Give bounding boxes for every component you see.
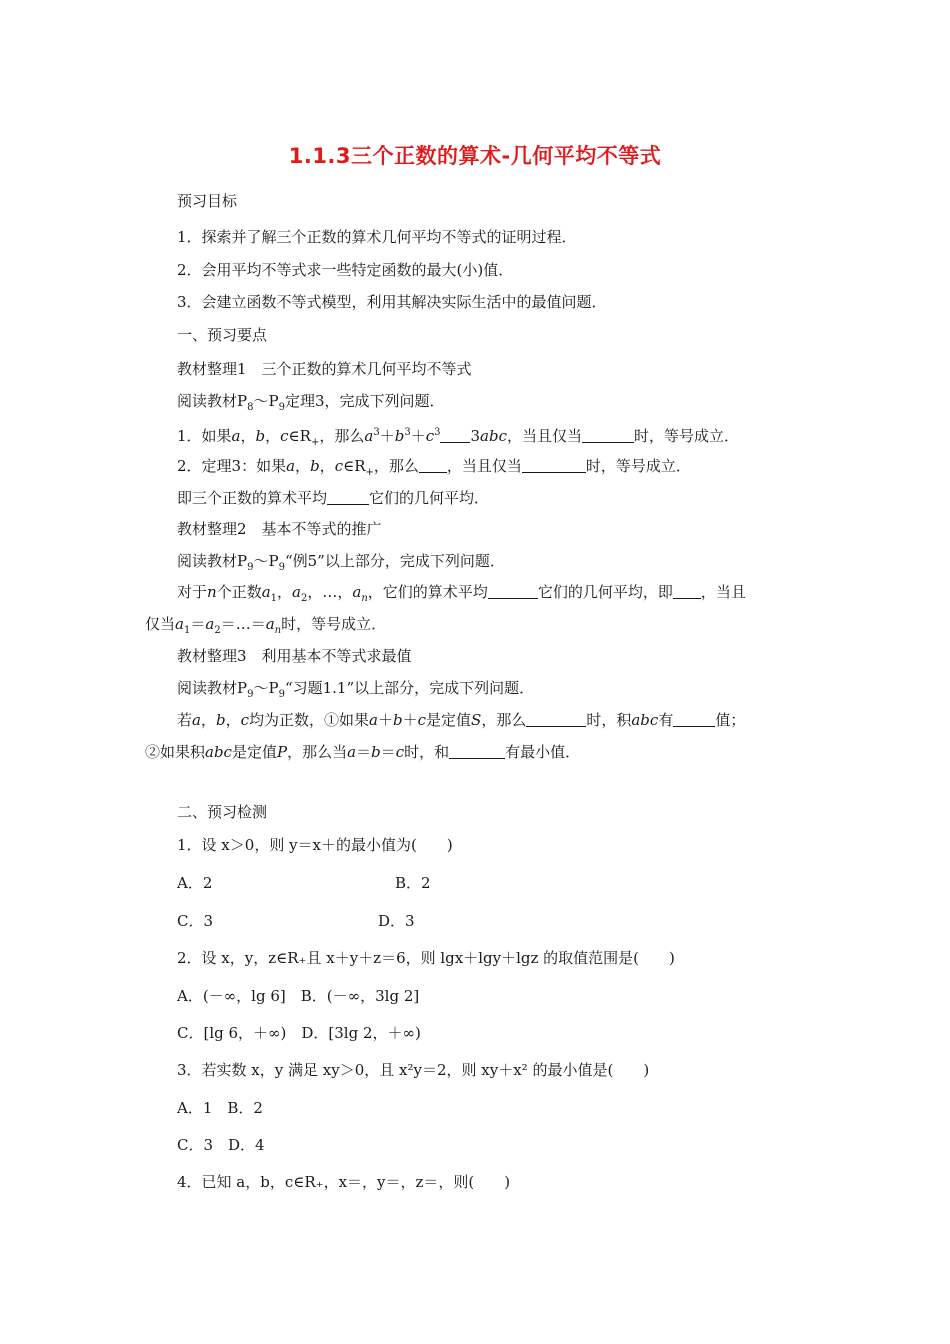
answer-blank[interactable] xyxy=(673,711,715,727)
answer-blank[interactable] xyxy=(327,489,369,505)
q2-options-ab: A．(－∞，lg 6] B．(－∞，3lg 2] xyxy=(177,987,420,1005)
goal-item: 2．会用平均不等式求一些特定函数的最大(小)值． xyxy=(177,261,514,279)
t2-read: 阅读教材$P_9\sim P_9“$例5”以上部分，完成下列问题． xyxy=(177,552,505,573)
answer-blank[interactable] xyxy=(419,457,447,473)
section1-heading: 一、预习要点 xyxy=(177,326,268,344)
q1-option-b: B．2 xyxy=(395,874,431,892)
question-2: 2．设 x，y，z∈R₊且 x＋y＋z＝6，则 lgx＋lgy＋lgz 的取值范围是( ) xyxy=(177,949,675,967)
t2-line-1: 对于n个正数$a_1$，$a_2$，…，$a_n$，它们的算术平均 它们的几何平均，即 ，当且 xyxy=(177,583,746,604)
t3-read: 阅读教材$P_9\sim P_9“$习题1.1”以上部分，完成下列问题． xyxy=(177,679,535,700)
page-title: 1.1.3三个正数的算术-几何平均不等式 xyxy=(288,144,662,168)
goal-item: 3．会建立函数不等式模型，利用其解决实际生活中的最值问题． xyxy=(177,293,607,311)
t3-title: 教材整理3 利用基本不等式求最值 xyxy=(177,647,412,665)
t3-line-2: ②如果积abc是定值P，那么当a＝b＝c时，和 有最小值． xyxy=(145,743,581,761)
t1-read: 阅读教材$P_8\sim P_9$定理3，完成下列问题． xyxy=(177,392,445,413)
t1-question-1: 1．如果a，b，$c\in R_+$，那么$a^3+b^3+c^3$ 3abc，当且仅当 时，等号成立． xyxy=(177,427,740,448)
q1-option-d: D．3 xyxy=(378,912,415,930)
t2-line-2: 仅当$a_1=a_2=\dots=a_n$时，等号成立． xyxy=(145,615,387,636)
goals-heading: 预习目标 xyxy=(177,192,238,210)
q1-option-a: A．2 xyxy=(177,874,213,892)
t1-question-3: 即三个正数的算术平均 它们的几何平均． xyxy=(177,489,490,507)
q2-options-cd: C．[lg 6，＋∞) D．[3lg 2，＋∞) xyxy=(177,1024,421,1042)
answer-blank[interactable] xyxy=(526,711,586,727)
answer-blank[interactable] xyxy=(488,583,538,599)
q3-options-cd: C．3 D．4 xyxy=(177,1136,265,1154)
answer-blank[interactable] xyxy=(449,743,505,759)
answer-blank[interactable] xyxy=(522,457,586,473)
section2-heading: 二、预习检测 xyxy=(177,803,268,821)
answer-blank[interactable] xyxy=(582,427,634,443)
answer-blank[interactable] xyxy=(673,583,701,599)
t3-line-1: 若a，b，c均为正数，①如果a＋b＋c是定值S，那么 时，积abc有 值； xyxy=(177,711,746,729)
t1-title: 教材整理1 三个正数的算术几何平均不等式 xyxy=(177,360,472,378)
t1-question-2: 2．定理3：如果a，b，$c\in R_+$，那么 ，当且仅当 时，等号成立． xyxy=(177,457,691,478)
q1-option-c: C．3 xyxy=(177,912,214,930)
question-3: 3．若实数 x，y 满足 xy＞0，且 x²y＝2，则 xy＋x² 的最小值是( ) xyxy=(177,1061,650,1079)
question-1: 1．设 x＞0，则 y＝x＋的最小值为( ) xyxy=(177,836,453,854)
goal-item: 1．探索并了解三个正数的算术几何平均不等式的证明过程． xyxy=(177,228,577,246)
t2-title: 教材整理2 基本不等式的推广 xyxy=(177,520,382,538)
q3-options-ab: A．1 B．2 xyxy=(177,1099,263,1117)
question-4: 4．已知 a，b，c∈R₊，x＝，y＝，z＝，则( ) xyxy=(177,1173,511,1191)
answer-blank[interactable] xyxy=(440,427,470,443)
